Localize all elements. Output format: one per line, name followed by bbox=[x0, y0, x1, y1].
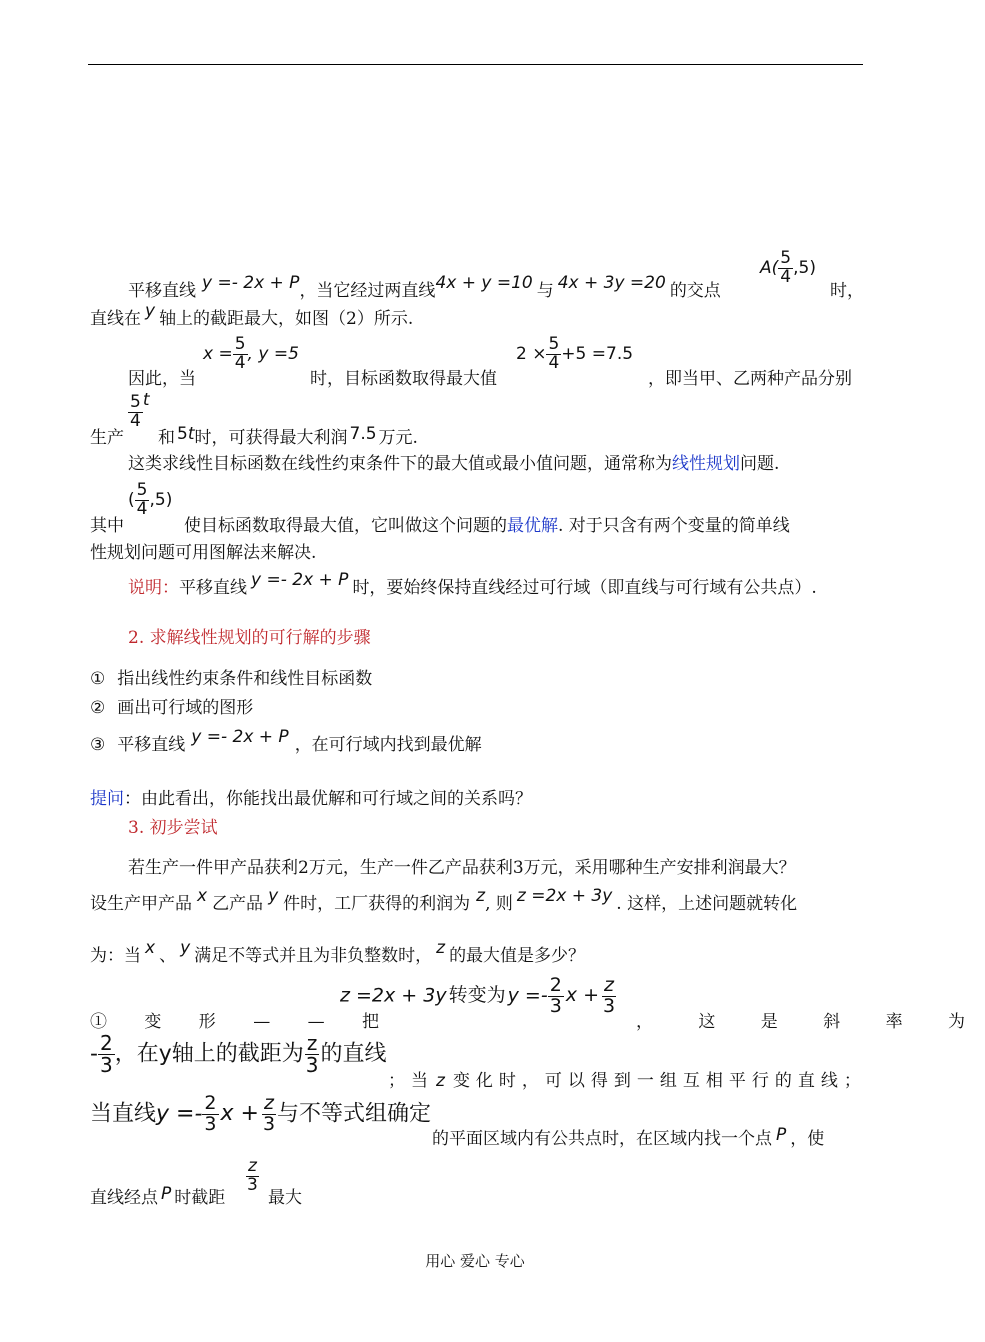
p4-text-a: 其中 bbox=[90, 516, 124, 536]
p8-conversion: z =2x + 3y 转变为 y =- $\frac{2}{3}$ x + $\frac{z}{3}$ bbox=[340, 974, 616, 1017]
p11-fraction: $\frac{z}{3}$ bbox=[247, 1156, 258, 1195]
p1-eq-line: y =- 2x + P bbox=[202, 273, 300, 293]
p2-text-a: 因此，当 bbox=[128, 369, 196, 389]
p2b-rest: 和 5t时，可获得最大利润 7.5 万元. bbox=[158, 424, 418, 448]
p11-text-c: 最大 bbox=[268, 1188, 302, 1208]
paragraph-1-line-1 bbox=[128, 255, 721, 301]
page-footer: 用心 爱心 专心 bbox=[425, 1252, 525, 1270]
p1-point-A: A( $\frac{5}{4}$ ,5) bbox=[760, 248, 816, 287]
paragraph-4-line-2: 性规划问题可用图解法来解决. bbox=[90, 543, 317, 563]
step-1: ① 指出线性约束条件和线性目标函数 bbox=[90, 669, 373, 689]
paragraph-6: 设生产甲产品 x 乙产品 y 件时，工厂获得的利润为 z, 则 z =2x + 3y . 这样，上述问题就转化 bbox=[90, 886, 798, 914]
note-label: 说明： bbox=[128, 578, 179, 598]
p2-text-c: ，即当甲、乙两种产品分别 bbox=[648, 369, 852, 389]
p1-text-c: 与 bbox=[536, 281, 554, 301]
p2-max-value: 2 × $\frac{5}{4}$ +5 =7.5 bbox=[516, 334, 634, 373]
note-line: 说明：平移直线 y =- 2x + P 时，要始终保持直线经过可行域（即直线与可行域有公共点）. bbox=[128, 570, 817, 598]
p9-rest: ；当 z 变化时，可以得到一组互相平行的直线； bbox=[388, 1071, 867, 1091]
p1-eq-3: 4x + 3y =20 bbox=[557, 273, 666, 293]
paragraph-3: 这类求线性目标函数在线性约束条件下的最大值或最小值问题，通常称为线性规划问题. bbox=[128, 454, 780, 474]
p2-text-b: 时，目标函数取得最大值 bbox=[310, 369, 497, 389]
p1-text-b: ，当它经过两直线 bbox=[299, 281, 436, 301]
paragraph-11: 直线经点 P 时截距 bbox=[90, 1184, 226, 1208]
p1-text-a: 平移直线 bbox=[128, 281, 196, 301]
p2-value-fraction: $\frac{5}{4}$ bbox=[548, 334, 560, 373]
p1-eq-2: 4x + y =10 bbox=[435, 273, 533, 293]
p1-point-fraction: $\frac{5}{4}$ bbox=[780, 248, 792, 287]
p1-text-d: 的交点 bbox=[669, 281, 721, 301]
p10-rest: 的平面区域内有公共点时，在区域内找一个点 P ，使 bbox=[432, 1125, 825, 1149]
p4-rest: 使目标函数取得最大值，它叫做这个问题的最优解. 对于只含有两个变量的简单线 bbox=[184, 516, 790, 536]
question-label: 提问 bbox=[90, 789, 124, 809]
term-optimal-solution: 最优解 bbox=[507, 516, 558, 536]
p2b-fraction-t: $\frac{5}{4}$ t bbox=[130, 389, 150, 431]
p8-text-a: ① 变 形 — — 把 bbox=[90, 1012, 396, 1032]
p4-point: ( $\frac{5}{4}$ ,5) bbox=[128, 480, 173, 519]
p8-text-b: ， 这 是 斜 率 为 bbox=[636, 1012, 985, 1032]
var-y: y bbox=[145, 301, 156, 321]
term-linear-programming: 线性规划 bbox=[672, 454, 740, 474]
p9-slope-intercept: - $\frac{2}{3}$ ，在y轴上的截距为 $\frac{z}{3}$ 的直线 bbox=[90, 1031, 387, 1077]
section-2-heading: 2. 求解线性规划的可行解的步骤 bbox=[128, 628, 371, 648]
p2-x-fraction: $\frac{5}{4}$ bbox=[234, 334, 246, 373]
p10-line-condition: 当直线y =- $\frac{2}{3}$ x + $\frac{z}{3}$ 与不等式组确定 bbox=[90, 1092, 432, 1135]
p1-text-e: 时， bbox=[830, 281, 864, 301]
section-3-heading: 3. 初步尝试 bbox=[128, 818, 218, 838]
p2-condition: x = $\frac{5}{4}$ , y =5 bbox=[203, 334, 299, 373]
p2b-text-a: 生产 bbox=[90, 428, 124, 448]
step-3: ③ 平移直线 y =- 2x + P ，在可行域内找到最优解 bbox=[90, 727, 482, 755]
paragraph-5: 若生产一件甲产品获利2万元，生产一件乙产品获利3万元，采用哪种生产安排利润最大？ bbox=[128, 858, 796, 878]
header-rule bbox=[88, 64, 863, 65]
paragraph-7: 为：当 x 、 y 满足不等式并且为非负整数时， z 的最大值是多少？ bbox=[90, 938, 586, 966]
paragraph-1-line-2: 直线在 y 轴上的截距最大，如图（2）所示. bbox=[90, 301, 414, 329]
question-line: 提问：由此看出，你能找出最优解和可行域之间的关系吗？ bbox=[90, 789, 532, 809]
step-2: ② 画出可行域的图形 bbox=[90, 698, 254, 718]
